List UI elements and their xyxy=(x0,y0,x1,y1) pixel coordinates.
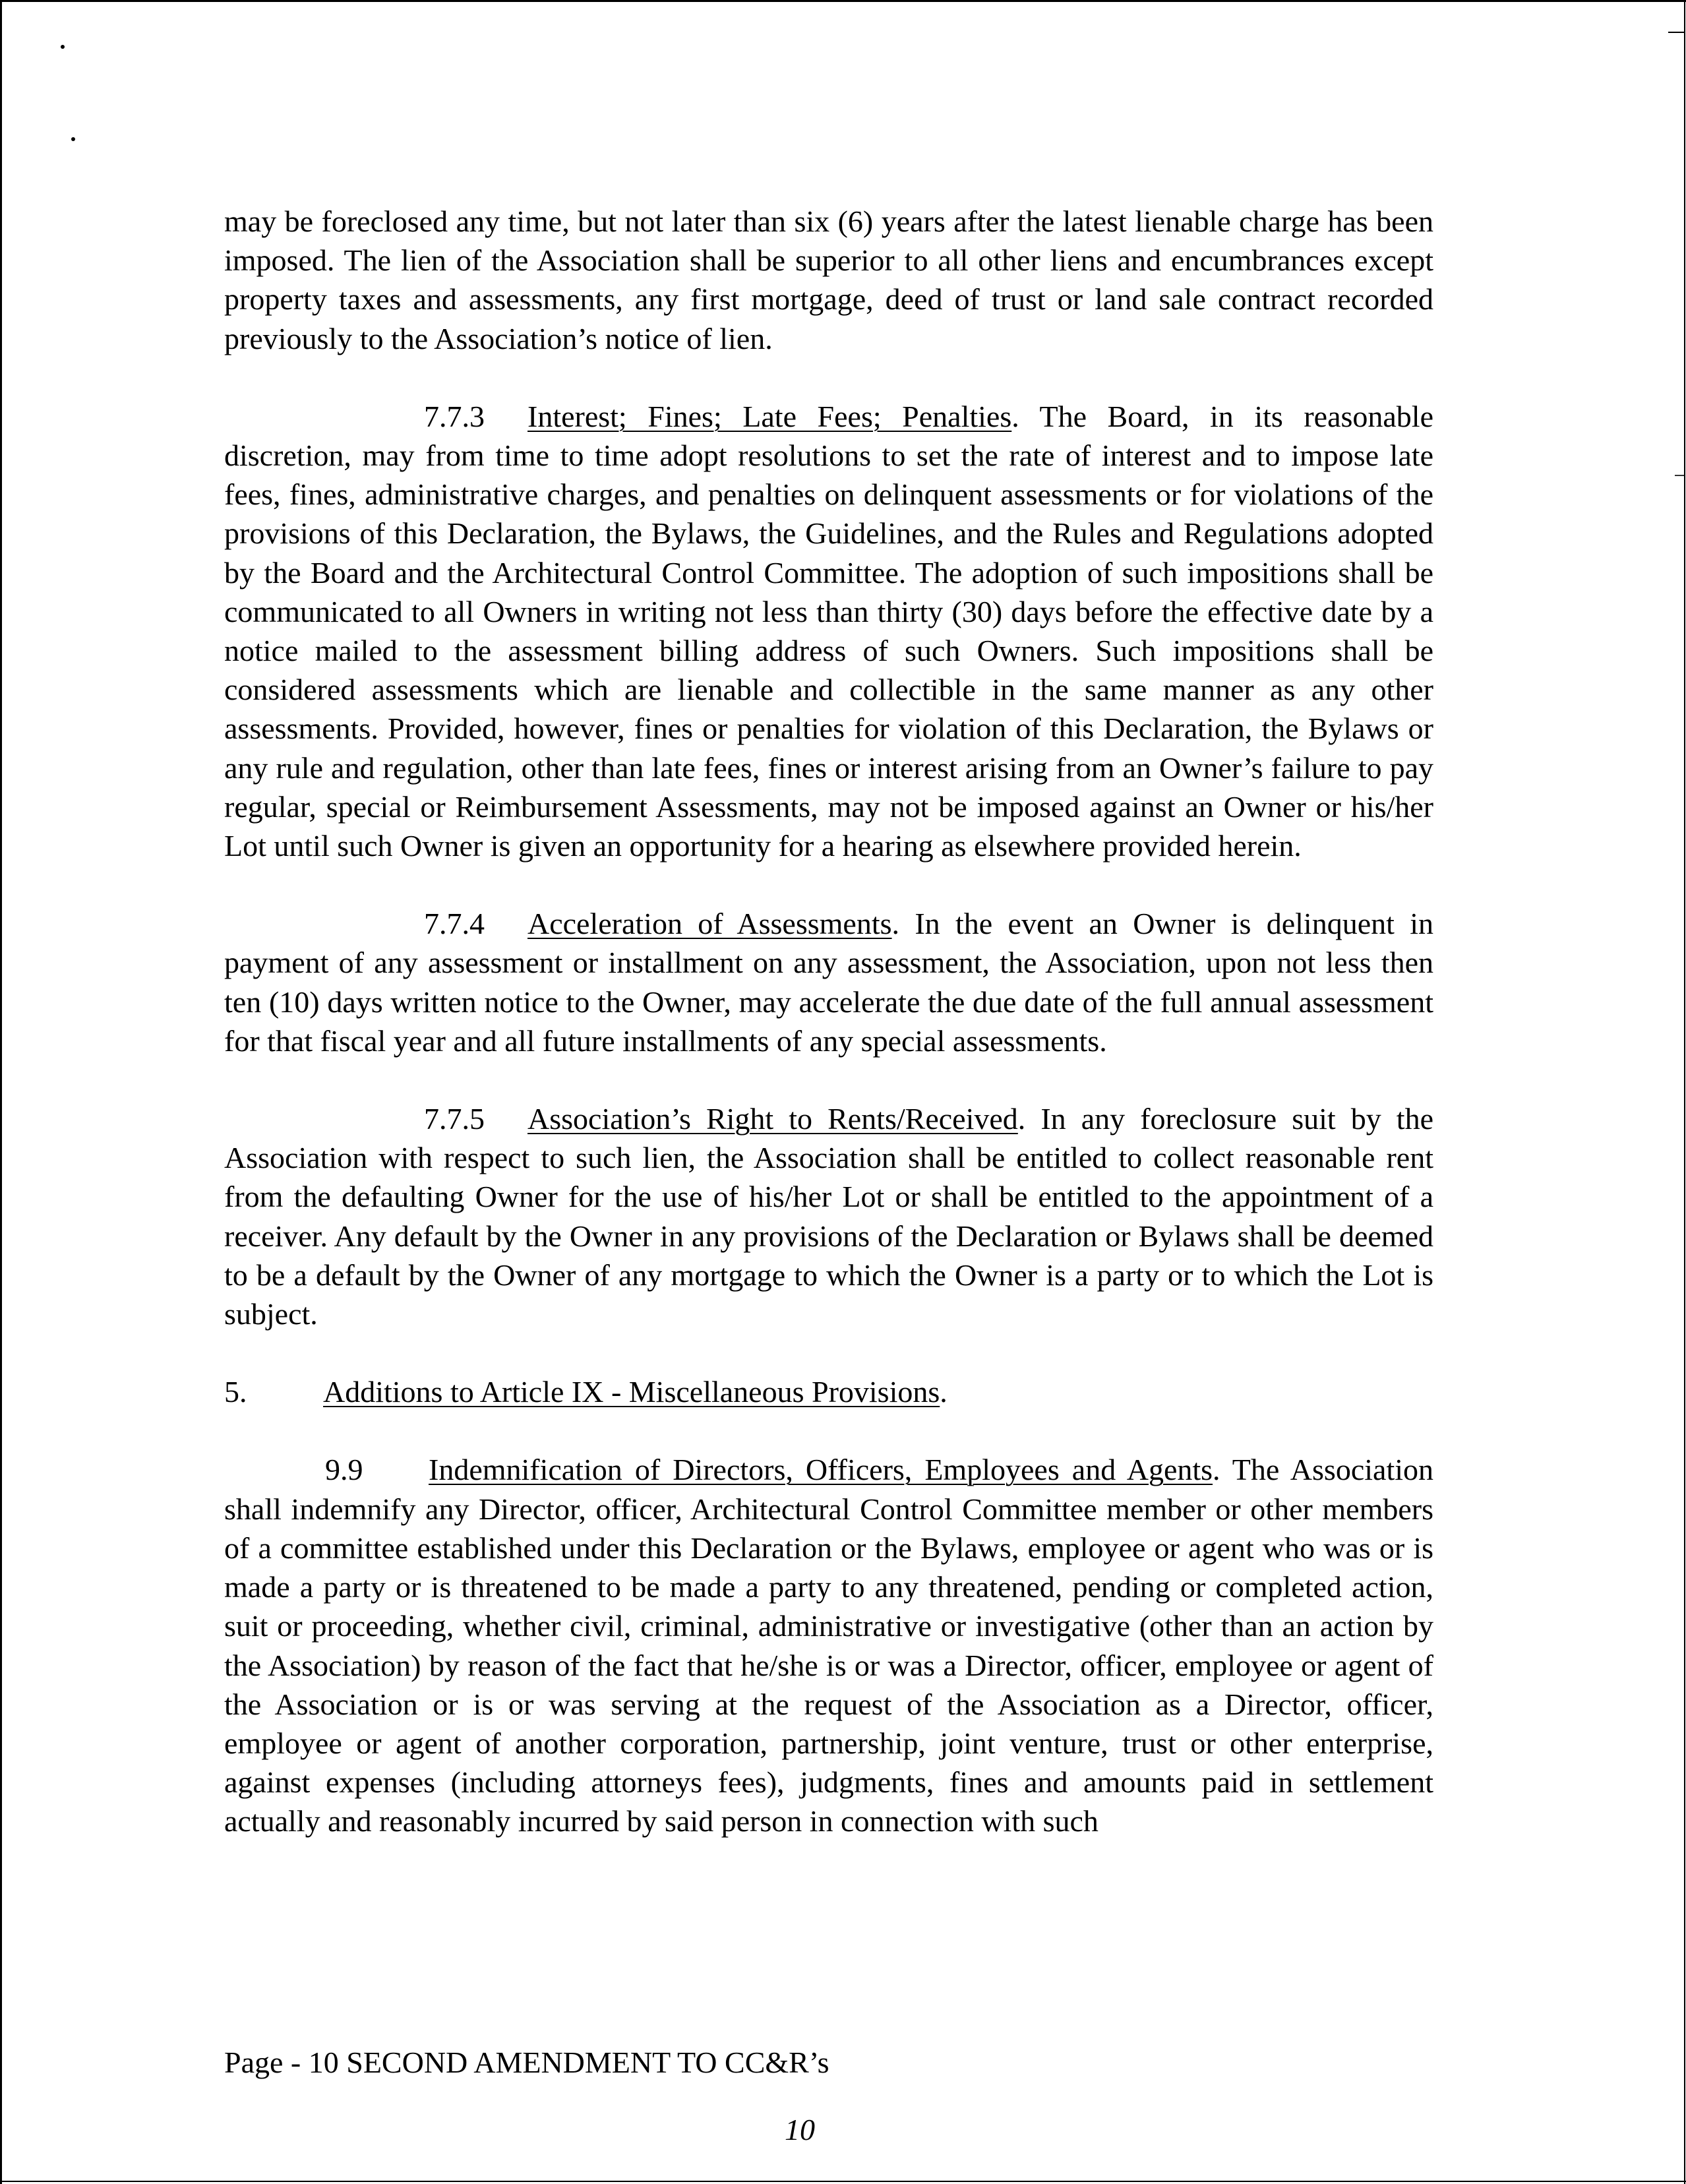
section-body: . In the event an Owner is delinquent in payment of any assessment or installment on any assessment, the Association, upon not less then ten (10) days written notice to the Owner, may accelerate the due date of the full annual assessment for that fiscal year and all future installments of any special assessments. xyxy=(224,907,1434,1058)
section-7-7-4 xyxy=(224,904,1433,1060)
right-edge-tick xyxy=(1668,32,1684,33)
heading-number: 5. xyxy=(224,1375,247,1409)
section-body: . The Board, in its reasonable discretion, may from time to time adopt resolutions to set the rate of interest and to impose late fees, fines, administrative charges, and penalties on delinquent assessments or for violations of the provisions of this Declaration, the Bylaws, the Guidelines, and the Rules and Regulations adopted by the Board and the Architectural Control Committee. The adoption of such impositions shall be communicated to all Owners in writing not less than thirty (30) days before the effective date by a notice mailed to the assessment billing address of such Owners. Such impositions shall be considered assessments which are lienable and collectible in the same manner as any other assessments. Provided, however, fines or penalties for violation of this Declaration, the Bylaws or any rule and regulation, other than late fees, fines or interest arising from an Owner’s failure to pay regular, special or Reimbursement Assessments, may not be imposed against an Owner or his/her Lot until such Owner is given an opportunity for a hearing as elsewhere provided herein. xyxy=(224,399,1433,863)
section-title: Acceleration of Assessments xyxy=(527,907,892,941)
heading-title: Additions to Article IX - Miscellaneous Provisions xyxy=(323,1375,940,1409)
right-edge-line xyxy=(1684,0,1685,2184)
section-9-9 xyxy=(224,1450,1433,1840)
section-body: . In any foreclosure suit by the Association with respect to such lien, the Association shall be entitled to collect reasonable rent from the defaulting Owner for the use of his/her Lot or shall be entitled to the appointment of a receiver. Any default by the Owner in any provisions of the Declaration or Bylaws shall be deemed to be a default by the Owner of any mortgage to which the Owner is a party or to which the Lot is subject. xyxy=(224,1102,1433,1331)
section-title: Association’s Right to Rents/Received xyxy=(527,1102,1018,1136)
opening-paragraph: may be foreclosed any time, but not later than six (6) years after the latest lienable charge has been imposed. The lien of the Association shall be superior to all other liens and encumbrances except property taxes and assessments, any first mortgage, deed of trust or land sale contract recorded previously to the Association’s notice of lien. xyxy=(224,204,1433,355)
section-body: . The Association shall indemnify any Director, officer, Architectural Control Committee member or other members of a committee established under this Declaration or the Bylaws, employee or agent who was or is made a party or is threatened to be made a party to any threatened, pending or completed action, suit or proceeding, whether civil, criminal, administrative or investigative (other than an action by the Association) by reason of the fact that he/she is or was a Director, officer, employee or agent of the Association or is or was serving at the request of the Association as a Director, officer, employee or agent of another corporation, partnership, joint venture, trust or other enterprise, against expenses (including attorneys fees), judgments, fines and amounts paid in settlement actually and reasonably incurred by said person in connection with such xyxy=(224,1453,1433,1838)
section-title: Interest; Fines; Late Fees; Penalties xyxy=(527,399,1012,433)
paragraph-gap xyxy=(224,865,1433,904)
scan-speck-dot xyxy=(61,45,65,49)
bottom-edge-line xyxy=(0,2181,1686,2182)
document-body xyxy=(224,202,1433,1841)
page-footer: Page - 10 SECOND AMENDMENT TO CC&R’s xyxy=(224,2046,829,2079)
scan-speck-dot xyxy=(71,137,75,141)
section-number: 7.7.5 xyxy=(424,1102,485,1136)
article-heading-5 xyxy=(224,1372,1433,1411)
section-number: 7.7.4 xyxy=(424,907,485,941)
paragraph-gap xyxy=(224,358,1433,397)
paragraph-gap xyxy=(224,1333,1433,1372)
section-7-7-5 xyxy=(224,1099,1433,1333)
handwritten-page-number: 10 xyxy=(785,2113,815,2146)
section-number: 9.9 xyxy=(325,1453,363,1487)
paragraph-gap xyxy=(224,1060,1433,1099)
right-edge-tick-lower xyxy=(1675,475,1684,476)
section-number: 7.7.3 xyxy=(424,399,485,433)
section-7-7-3 xyxy=(224,397,1433,865)
section-title: Indemnification of Directors, Officers, Employees and Agents xyxy=(429,1453,1213,1487)
heading-suffix: . xyxy=(940,1375,948,1409)
paragraph-gap xyxy=(224,1411,1433,1450)
